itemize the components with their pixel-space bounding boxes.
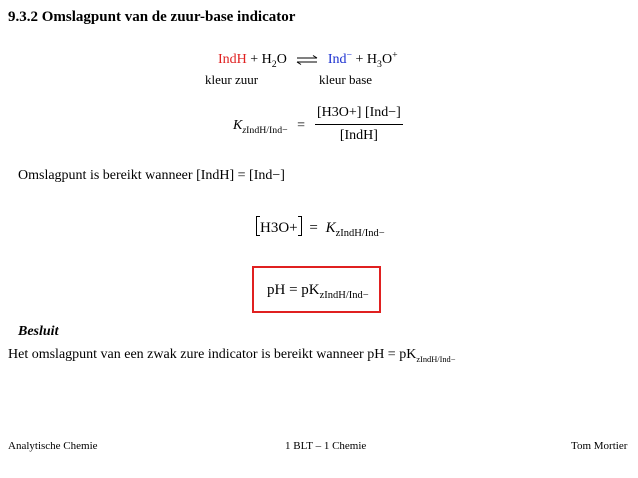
k-equals: = xyxy=(297,118,306,133)
footer-course: Analytische Chemie xyxy=(8,440,98,452)
label-base-color: kleur base xyxy=(319,72,373,87)
turning-point-statement: Omslagpunt is bereikt wanneer [IndH] = [Ind−] xyxy=(18,168,285,183)
k-symbol xyxy=(233,118,305,134)
k-subscript: IndH/Ind− xyxy=(246,124,288,136)
label-acid-color: kleur zuur xyxy=(205,72,259,87)
footer-class: 1 BLT – 1 Chemie xyxy=(285,440,367,452)
ph-text: pH = pK xyxy=(267,282,320,298)
k-letter: K xyxy=(233,118,243,133)
plus-hydronium: + H xyxy=(352,52,378,67)
k-sub-z: z xyxy=(242,124,247,136)
result-k-letter: K xyxy=(325,220,336,236)
fraction-numerator: [H3O+] [Ind−] xyxy=(315,105,403,125)
reaction-equation xyxy=(218,49,398,70)
result-equals: = xyxy=(309,220,318,236)
hydronium-charge: + xyxy=(392,49,398,61)
product-ind-charge: − xyxy=(346,49,353,61)
hydronium-term: H3O+ xyxy=(260,220,298,236)
water-o: O xyxy=(276,52,287,67)
fraction-denominator: [IndH] xyxy=(339,128,378,143)
product-ind: Ind xyxy=(327,52,347,67)
conclusion-heading: Besluit xyxy=(18,324,59,339)
conclusion-sentence: Het omslagpunt van een zwak zure indicator is bereikt wanneer pH = pK xyxy=(8,347,417,362)
conclusion-sub: zIndH/Ind− xyxy=(416,354,456,364)
footer-author: Tom Mortier xyxy=(571,440,628,452)
hydronium-equals-k xyxy=(256,216,385,237)
hydronium-o: O xyxy=(381,52,393,67)
equilibrium-arrow-icon xyxy=(296,55,318,65)
right-bracket xyxy=(298,216,302,236)
hydronium-subscript: 3 xyxy=(377,58,382,70)
ph-equals-pk xyxy=(267,282,369,299)
slide-title: 9.3.2 Omslagpunt van de zuur-base indicator xyxy=(8,9,296,25)
result-k-sub: zIndH/Ind− xyxy=(335,228,385,239)
reactant-indh: IndH xyxy=(218,52,247,67)
ph-sub: zIndH/Ind− xyxy=(319,290,369,301)
conclusion-text xyxy=(8,347,455,363)
k-fraction xyxy=(315,105,403,144)
water-subscript: 2 xyxy=(271,58,277,70)
plus-water: + H xyxy=(246,52,272,67)
